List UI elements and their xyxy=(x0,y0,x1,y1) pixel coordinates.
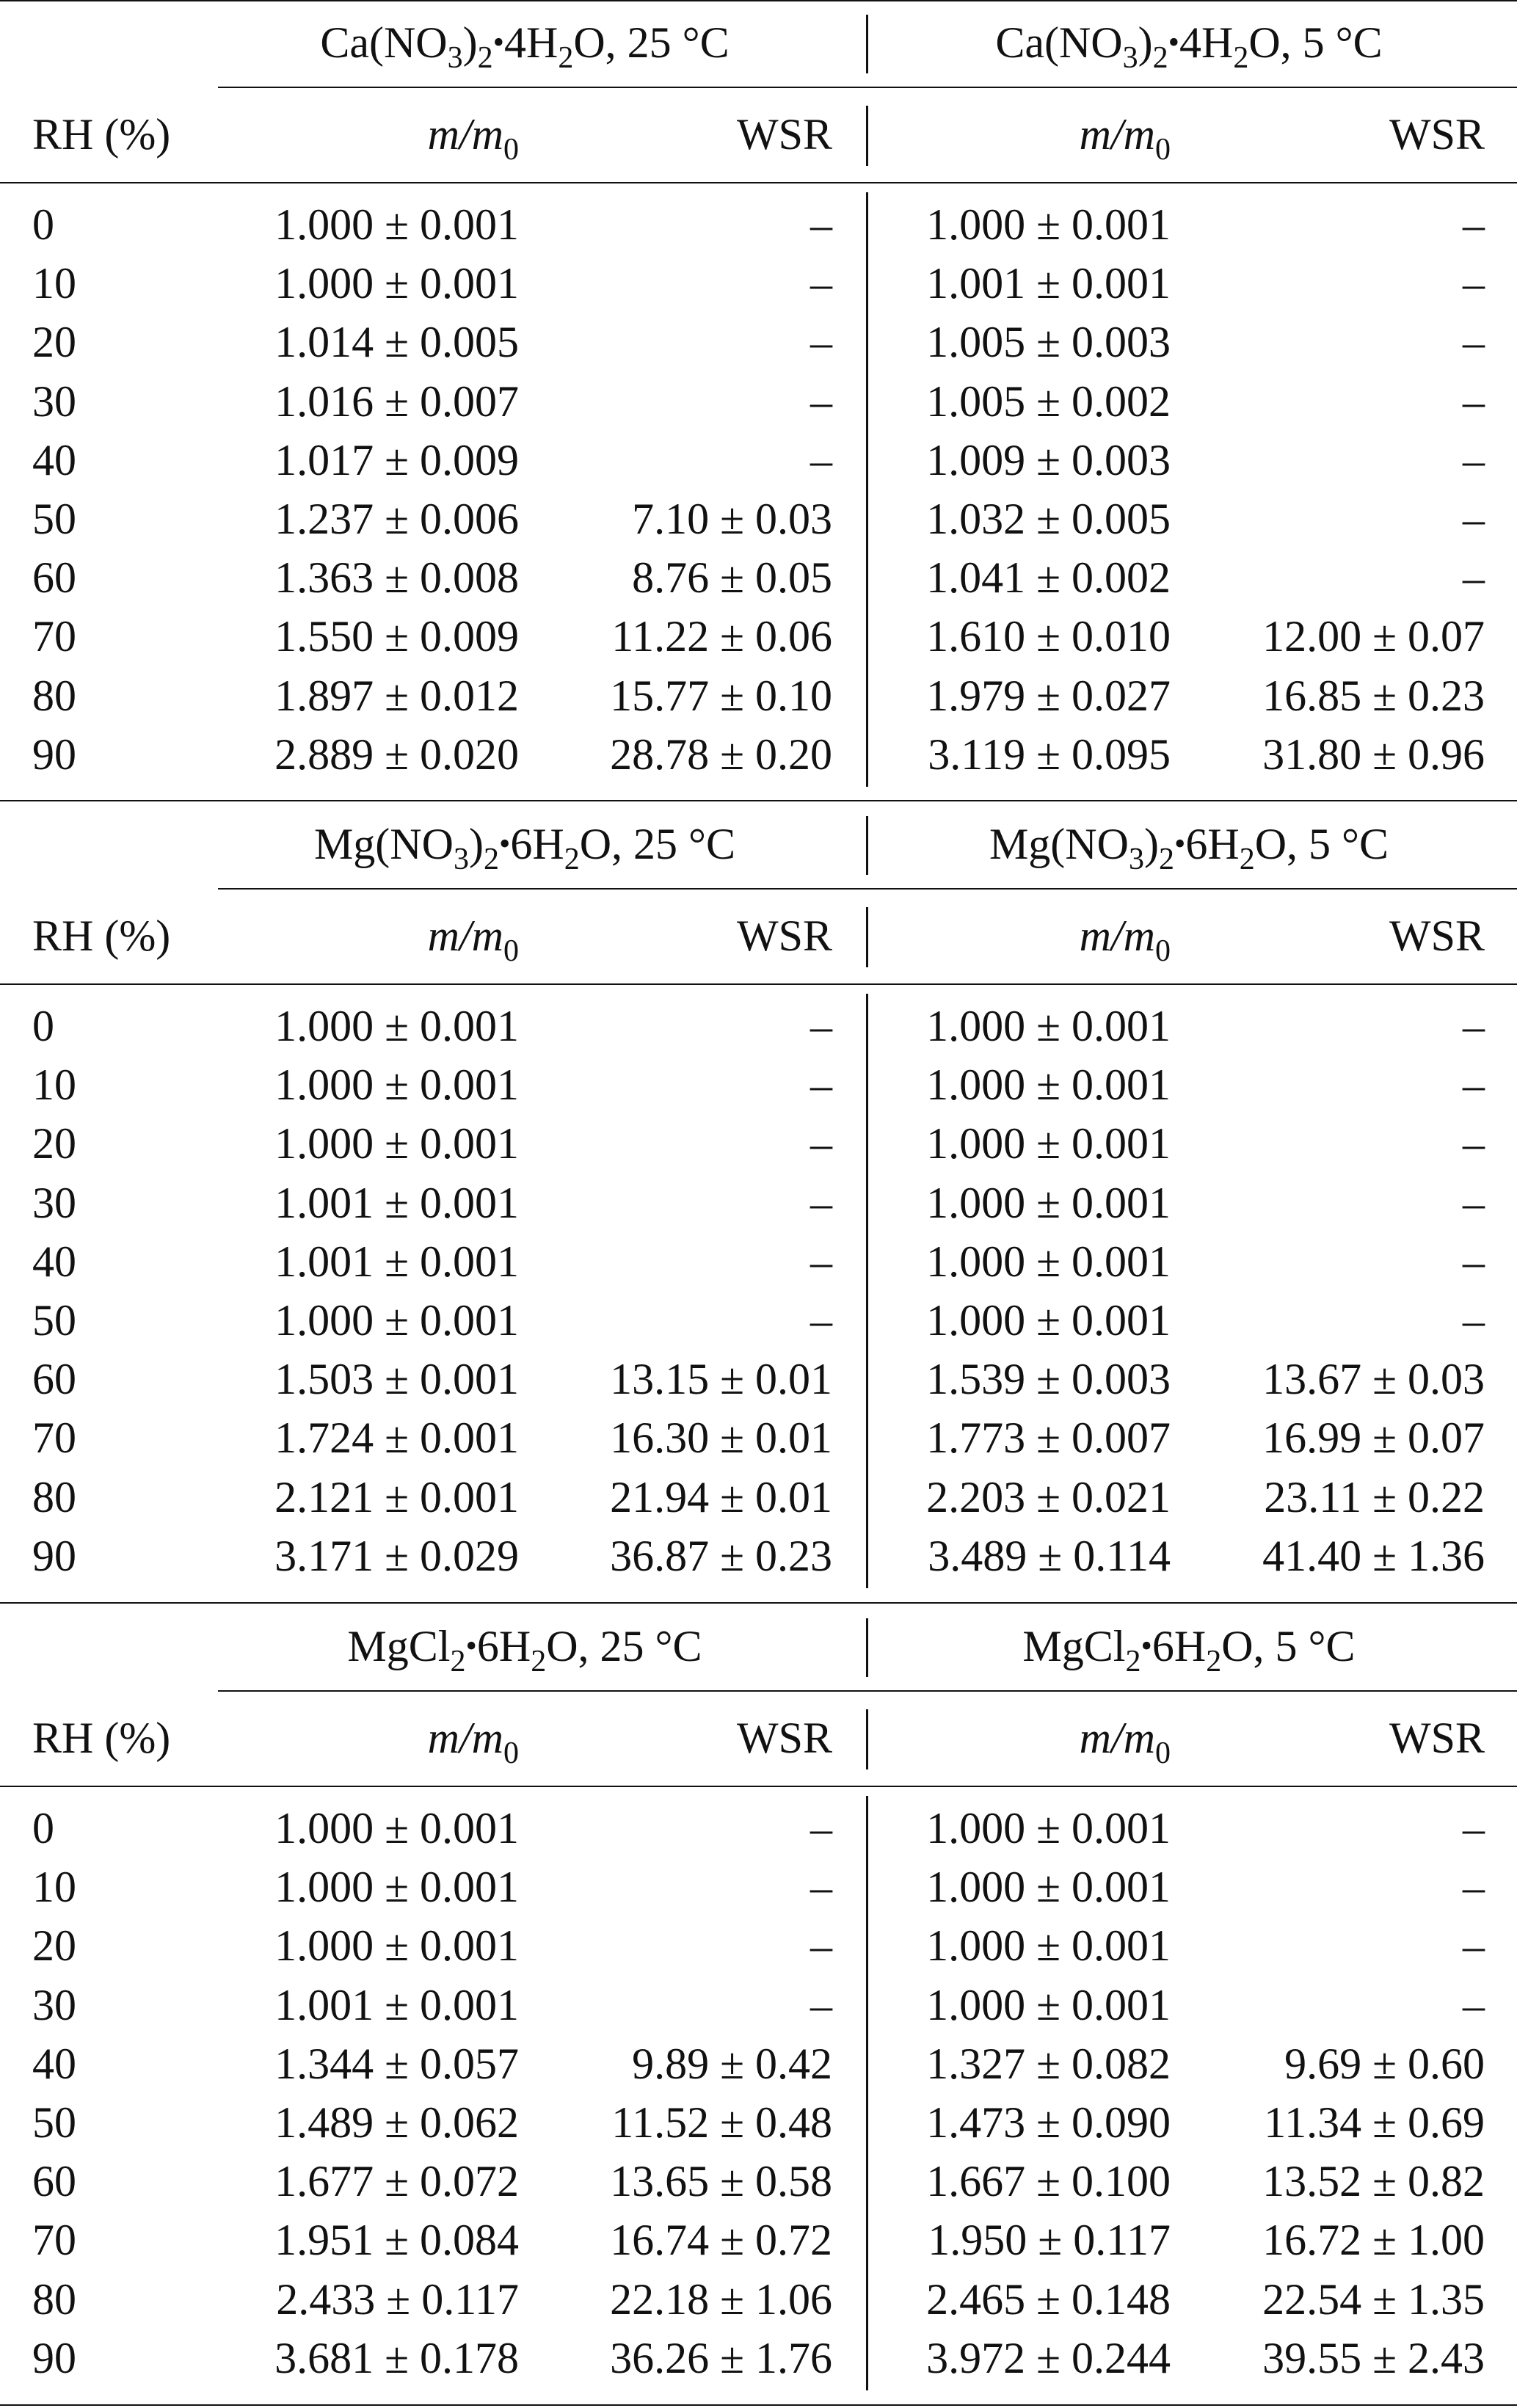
mass-ratio-5c-value: 1.041 ± 0.002 xyxy=(926,553,1171,603)
mass-ratio-5c-value: 1.005 ± 0.003 xyxy=(926,318,1171,367)
wsr-25c-value: 16.30 ± 0.01 xyxy=(610,1414,832,1463)
mass-ratio-5c-value: 1.000 ± 0.001 xyxy=(926,200,1171,249)
column-header-rule xyxy=(0,182,1517,183)
wsr-5c-value: 9.69 ± 0.60 xyxy=(1284,2039,1485,2088)
wsr-5c-value: – xyxy=(1463,1178,1485,1227)
wsr-5c-value: – xyxy=(1463,1804,1485,1852)
wsr-5c-value: – xyxy=(1463,377,1485,426)
group-divider-line xyxy=(866,1796,868,2390)
mass-ratio-5c-value: 1.005 ± 0.002 xyxy=(926,377,1171,426)
wsr-25c-value: 13.65 ± 0.58 xyxy=(610,2157,832,2206)
mass-ratio-25c-value: 1.000 ± 0.001 xyxy=(274,1061,519,1110)
group-divider-line xyxy=(866,816,868,875)
column-header-wsr-25c: WSR xyxy=(736,1714,832,1762)
rh-value: 30 xyxy=(32,1178,76,1227)
rh-value: 70 xyxy=(32,1414,76,1463)
rh-value: 0 xyxy=(32,200,54,249)
wsr-25c-value: – xyxy=(810,1921,832,1971)
mass-ratio-25c-value: 1.000 ± 0.001 xyxy=(274,1002,519,1050)
wsr-5c-value: 11.34 ± 0.69 xyxy=(1264,2098,1485,2147)
wsr-5c-value: – xyxy=(1463,1061,1485,1110)
wsr-25c-value: – xyxy=(810,259,832,308)
mass-ratio-25c-value: 1.000 ± 0.001 xyxy=(274,259,519,308)
wsr-25c-value: – xyxy=(810,1002,832,1050)
mass-ratio-5c-value: 1.000 ± 0.001 xyxy=(926,1237,1171,1286)
wsr-25c-value: – xyxy=(810,1237,832,1286)
mass-ratio-25c-value: 3.681 ± 0.178 xyxy=(274,2333,519,2382)
mass-ratio-5c-value: 1.032 ± 0.005 xyxy=(926,495,1171,543)
group-header-5c: $MgCl_2•6H_2O$, 5 °C xyxy=(1022,1622,1356,1678)
wsr-5c-value: – xyxy=(1463,1237,1485,1286)
mass-ratio-25c-value: 1.677 ± 0.072 xyxy=(274,2157,519,2206)
wsr-5c-value: – xyxy=(1463,1119,1485,1168)
rh-value: 70 xyxy=(32,2216,76,2265)
wsr-5c-value: – xyxy=(1463,318,1485,367)
group-divider-line xyxy=(866,106,868,166)
mass-ratio-25c-value: 1.000 ± 0.001 xyxy=(274,1921,519,1971)
rh-value: 80 xyxy=(32,671,76,720)
wsr-25c-value: 9.89 ± 0.42 xyxy=(632,2039,832,2088)
column-header-mass-ratio-25c: $m/m_0$ xyxy=(427,912,519,968)
mass-ratio-5c-value: 3.119 ± 0.095 xyxy=(928,730,1171,779)
wsr-5c-value: – xyxy=(1463,1863,1485,1912)
wsr-25c-value: – xyxy=(810,1296,832,1345)
rh-value: 50 xyxy=(32,495,76,543)
rh-value: 10 xyxy=(32,1061,76,1110)
rh-value: 40 xyxy=(32,1237,76,1286)
rh-value: 0 xyxy=(32,1804,54,1852)
section-separator-rule xyxy=(0,800,1517,801)
mass-ratio-25c-value: 1.363 ± 0.008 xyxy=(274,553,519,603)
mass-ratio-25c-value: 1.000 ± 0.001 xyxy=(274,1296,519,1345)
wsr-25c-value: 15.77 ± 0.10 xyxy=(610,671,832,720)
rh-value: 20 xyxy=(32,318,76,367)
mass-ratio-5c-value: 1.000 ± 0.001 xyxy=(926,1061,1171,1110)
wsr-5c-value: 39.55 ± 2.43 xyxy=(1262,2333,1485,2382)
wsr-5c-value: 13.52 ± 0.82 xyxy=(1262,2157,1485,2206)
mass-ratio-25c-value: 1.503 ± 0.001 xyxy=(274,1355,519,1404)
mass-ratio-25c-value: 1.489 ± 0.062 xyxy=(274,2098,519,2147)
mass-ratio-5c-value: 1.000 ± 0.001 xyxy=(926,1921,1171,1971)
wsr-25c-value: 8.76 ± 0.05 xyxy=(632,553,832,603)
table-bottom-rule xyxy=(0,2404,1517,2406)
mass-ratio-25c-value: 1.014 ± 0.005 xyxy=(274,318,519,367)
column-header-rule xyxy=(0,983,1517,985)
mass-ratio-25c-value: 1.000 ± 0.001 xyxy=(274,1804,519,1852)
column-header-rh: RH (%) xyxy=(32,1714,171,1762)
wsr-25c-value: 21.94 ± 0.01 xyxy=(610,1472,832,1521)
wsr-5c-value: 13.67 ± 0.03 xyxy=(1262,1355,1485,1404)
column-header-mass-ratio-5c: $m/m_0$ xyxy=(1079,110,1171,167)
mass-ratio-5c-value: 1.950 ± 0.117 xyxy=(928,2216,1171,2265)
mass-ratio-25c-value: 2.433 ± 0.117 xyxy=(276,2274,519,2324)
mass-ratio-5c-value: 1.539 ± 0.003 xyxy=(926,1355,1171,1404)
rh-value: 60 xyxy=(32,2157,76,2206)
wsr-25c-value: 11.52 ± 0.48 xyxy=(611,2098,832,2147)
column-header-wsr-5c: WSR xyxy=(1389,1714,1485,1762)
wsr-25c-value: 36.87 ± 0.23 xyxy=(610,1531,832,1580)
wsr-5c-value: – xyxy=(1463,435,1485,484)
group-header-underline xyxy=(218,888,1517,890)
mass-ratio-5c-value: 1.610 ± 0.010 xyxy=(926,612,1171,661)
mass-ratio-5c-value: 1.001 ± 0.001 xyxy=(926,259,1171,308)
wsr-25c-value: – xyxy=(810,200,832,249)
mass-ratio-5c-value: 1.000 ± 0.001 xyxy=(926,1178,1171,1227)
rh-value: 10 xyxy=(32,259,76,308)
section-separator-rule xyxy=(0,1602,1517,1604)
wsr-25c-value: – xyxy=(810,1061,832,1110)
rh-value: 30 xyxy=(32,377,76,426)
wsr-5c-value: 12.00 ± 0.07 xyxy=(1262,612,1485,661)
wsr-25c-value: 36.26 ± 1.76 xyxy=(610,2333,832,2382)
wsr-5c-value: – xyxy=(1463,259,1485,308)
rh-value: 90 xyxy=(32,1531,76,1580)
wsr-5c-value: – xyxy=(1463,1980,1485,2029)
mass-ratio-25c-value: 1.000 ± 0.001 xyxy=(274,200,519,249)
column-header-wsr-25c: WSR xyxy=(736,912,832,960)
column-header-rh: RH (%) xyxy=(32,110,171,159)
mass-ratio-5c-value: 3.489 ± 0.114 xyxy=(928,1531,1171,1580)
mass-ratio-5c-value: 1.327 ± 0.082 xyxy=(926,2039,1171,2088)
wsr-25c-value: 22.18 ± 1.06 xyxy=(610,2274,832,2324)
wsr-25c-value: – xyxy=(810,1178,832,1227)
wsr-25c-value: 13.15 ± 0.01 xyxy=(610,1355,832,1404)
column-header-rule xyxy=(0,1786,1517,1787)
mass-ratio-5c-value: 1.000 ± 0.001 xyxy=(926,1804,1171,1852)
column-header-mass-ratio-25c: $m/m_0$ xyxy=(427,1714,519,1770)
rh-value: 30 xyxy=(32,1980,76,2029)
mass-ratio-5c-value: 1.000 ± 0.001 xyxy=(926,1119,1171,1168)
wsr-5c-value: 22.54 ± 1.35 xyxy=(1262,2274,1485,2324)
wsr-5c-value: – xyxy=(1463,495,1485,543)
rh-value: 90 xyxy=(32,730,76,779)
wsr-5c-value: – xyxy=(1463,1296,1485,1345)
rh-value: 90 xyxy=(32,2333,76,2382)
group-divider-line xyxy=(866,1618,868,1677)
column-header-mass-ratio-5c: $m/m_0$ xyxy=(1079,912,1171,968)
mass-ratio-5c-value: 1.000 ± 0.001 xyxy=(926,1296,1171,1345)
wsr-25c-value: – xyxy=(810,1863,832,1912)
wsr-25c-value: 11.22 ± 0.06 xyxy=(611,612,832,661)
mass-ratio-25c-value: 3.171 ± 0.029 xyxy=(274,1531,519,1580)
mass-ratio-5c-value: 2.465 ± 0.148 xyxy=(926,2274,1171,2324)
mass-ratio-25c-value: 2.121 ± 0.001 xyxy=(274,1472,519,1521)
group-divider-line xyxy=(866,1709,868,1769)
wsr-5c-value: 16.72 ± 1.00 xyxy=(1262,2216,1485,2265)
mass-ratio-25c-value: 1.344 ± 0.057 xyxy=(274,2039,519,2088)
wsr-25c-value: – xyxy=(810,318,832,367)
mass-ratio-5c-value: 1.473 ± 0.090 xyxy=(926,2098,1171,2147)
wsr-25c-value: – xyxy=(810,435,832,484)
mass-ratio-25c-value: 1.017 ± 0.009 xyxy=(274,435,519,484)
mass-ratio-5c-value: 3.972 ± 0.244 xyxy=(926,2333,1171,2382)
wsr-5c-value: 41.40 ± 1.36 xyxy=(1262,1531,1485,1580)
rh-value: 20 xyxy=(32,1921,76,1971)
group-header-5c: $Mg(NO_3)_2•6H_2O$, 5 °C xyxy=(989,820,1389,876)
mass-ratio-5c-value: 1.979 ± 0.027 xyxy=(926,671,1171,720)
column-header-mass-ratio-25c: $m/m_0$ xyxy=(427,110,519,167)
column-header-mass-ratio-5c: $m/m_0$ xyxy=(1079,1714,1171,1770)
rh-value: 80 xyxy=(32,1472,76,1521)
mass-ratio-25c-value: 1.237 ± 0.006 xyxy=(274,495,519,543)
group-divider-line xyxy=(866,907,868,967)
mass-ratio-25c-value: 2.889 ± 0.020 xyxy=(274,730,519,779)
wsr-5c-value: 31.80 ± 0.96 xyxy=(1262,730,1485,779)
mass-ratio-25c-value: 1.016 ± 0.007 xyxy=(274,377,519,426)
rh-value: 60 xyxy=(32,553,76,603)
rh-value: 40 xyxy=(32,2039,76,2088)
mass-ratio-5c-value: 1.667 ± 0.100 xyxy=(926,2157,1171,2206)
wsr-5c-value: – xyxy=(1463,553,1485,603)
rh-value: 20 xyxy=(32,1119,76,1168)
wsr-25c-value: – xyxy=(810,1980,832,2029)
group-header-underline xyxy=(218,1690,1517,1692)
mass-ratio-25c-value: 1.724 ± 0.001 xyxy=(274,1414,519,1463)
wsr-5c-value: 16.85 ± 0.23 xyxy=(1262,671,1485,720)
mass-ratio-25c-value: 1.001 ± 0.001 xyxy=(274,1178,519,1227)
wsr-5c-value: – xyxy=(1463,200,1485,249)
mass-ratio-5c-value: 1.773 ± 0.007 xyxy=(926,1414,1171,1463)
table-top-rule xyxy=(0,0,1517,1)
group-divider-line xyxy=(866,994,868,1588)
wsr-5c-value: – xyxy=(1463,1002,1485,1050)
wsr-25c-value: 28.78 ± 0.20 xyxy=(610,730,832,779)
mass-ratio-25c-value: 1.000 ± 0.001 xyxy=(274,1863,519,1912)
rh-value: 50 xyxy=(32,2098,76,2147)
rh-value: 0 xyxy=(32,1002,54,1050)
wsr-25c-value: – xyxy=(810,377,832,426)
wsr-25c-value: 16.74 ± 0.72 xyxy=(610,2216,832,2265)
mass-ratio-25c-value: 1.000 ± 0.001 xyxy=(274,1119,519,1168)
group-header-25c: $MgCl_2•6H_2O$, 25 °C xyxy=(347,1622,702,1678)
mass-ratio-25c-value: 1.001 ± 0.001 xyxy=(274,1980,519,2029)
wsr-5c-value: – xyxy=(1463,1921,1485,1971)
rh-value: 50 xyxy=(32,1296,76,1345)
mass-ratio-5c-value: 1.000 ± 0.001 xyxy=(926,1863,1171,1912)
group-header-25c: $Mg(NO_3)_2•6H_2O$, 25 °C xyxy=(313,820,736,876)
mass-ratio-5c-value: 1.000 ± 0.001 xyxy=(926,1002,1171,1050)
wsr-25c-value: 7.10 ± 0.03 xyxy=(632,495,832,543)
mass-ratio-25c-value: 1.001 ± 0.001 xyxy=(274,1237,519,1286)
rh-value: 40 xyxy=(32,435,76,484)
column-header-wsr-5c: WSR xyxy=(1389,912,1485,960)
rh-value: 60 xyxy=(32,1355,76,1404)
group-header-underline xyxy=(218,87,1517,88)
wsr-25c-value: – xyxy=(810,1119,832,1168)
rh-value: 80 xyxy=(32,2274,76,2324)
group-divider-line xyxy=(866,192,868,787)
mass-ratio-25c-value: 1.951 ± 0.084 xyxy=(274,2216,519,2265)
mass-ratio-5c-value: 1.009 ± 0.003 xyxy=(926,435,1171,484)
column-header-wsr-5c: WSR xyxy=(1389,110,1485,159)
rh-value: 70 xyxy=(32,612,76,661)
rh-value: 10 xyxy=(32,1863,76,1912)
mass-ratio-5c-value: 1.000 ± 0.001 xyxy=(926,1980,1171,2029)
group-header-5c: $Ca(NO_3)_2•4H_2O$, 5 °C xyxy=(995,18,1383,75)
wsr-5c-value: 23.11 ± 0.22 xyxy=(1264,1472,1485,1521)
mass-ratio-5c-value: 2.203 ± 0.021 xyxy=(926,1472,1171,1521)
mass-ratio-25c-value: 1.550 ± 0.009 xyxy=(274,612,519,661)
group-header-25c: $Ca(NO_3)_2•4H_2O$, 25 °C xyxy=(320,18,730,75)
wsr-5c-value: 16.99 ± 0.07 xyxy=(1262,1414,1485,1463)
wsr-25c-value: – xyxy=(810,1804,832,1852)
column-header-wsr-25c: WSR xyxy=(736,110,832,159)
group-divider-line xyxy=(866,15,868,73)
mass-ratio-25c-value: 1.897 ± 0.012 xyxy=(274,671,519,720)
column-header-rh: RH (%) xyxy=(32,912,171,960)
